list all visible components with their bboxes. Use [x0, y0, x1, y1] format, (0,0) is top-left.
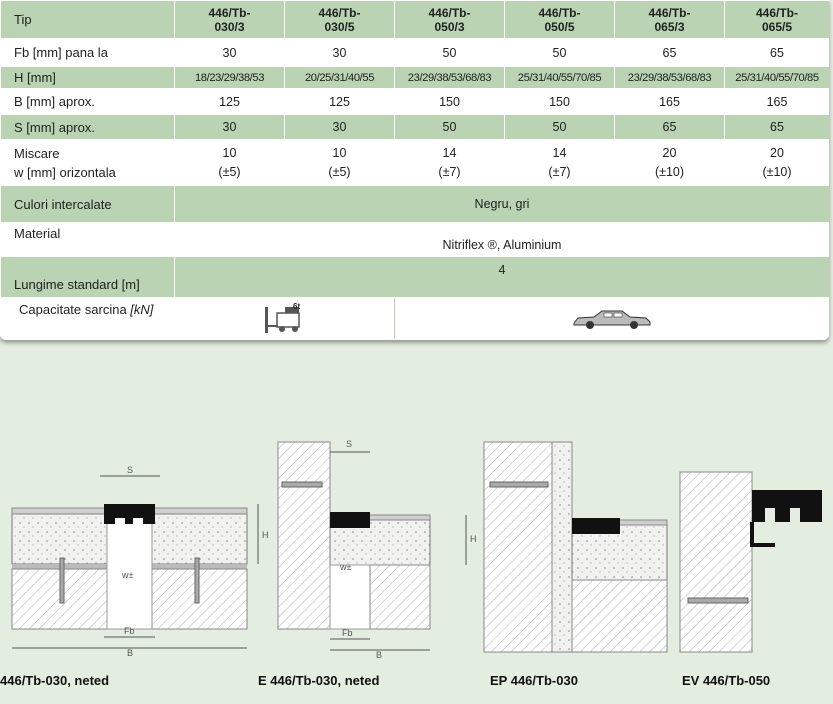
cell: 50 — [395, 115, 505, 140]
col-header-4: 446/Tb- 050/5 — [505, 1, 615, 39]
cell: 50 — [505, 39, 615, 67]
cell: 150 — [395, 89, 505, 115]
row-b — [1, 89, 830, 115]
row-label: Culori intercalate — [1, 186, 175, 223]
cell: 10 (±5) — [285, 140, 395, 186]
cell: 20 (±10) — [725, 140, 830, 186]
col-header-3: 446/Tb- 050/3 — [395, 1, 505, 39]
cell: 125 — [285, 89, 395, 115]
col-header-5: 446/Tb- 065/3 — [615, 1, 725, 39]
cell: Negru, gri — [175, 186, 830, 223]
row-label: Miscare w [mm] orizontala — [1, 140, 175, 186]
row-capacitate — [1, 298, 830, 340]
label-h: H — [262, 530, 269, 540]
col-header-2: 446/Tb- 030/5 — [285, 1, 395, 39]
cell: 165 — [725, 89, 830, 115]
cell: Nitriflex ®, Aluminium — [175, 223, 830, 257]
technical-drawings — [0, 430, 833, 680]
forklift-icon — [255, 299, 315, 339]
cell: 150 — [505, 89, 615, 115]
label-w-2: w± — [340, 562, 352, 572]
row-label: B [mm] aprox. — [1, 89, 175, 115]
spec-table-card — [0, 0, 829, 340]
row-miscare — [1, 140, 830, 186]
row-h — [1, 67, 830, 89]
cell: 20 (±10) — [615, 140, 725, 186]
label-h-2: H — [470, 534, 477, 544]
label-fb-2: Fb — [342, 628, 353, 638]
caption-4: EV 446/Tb-050 — [682, 673, 771, 688]
cell: 18/23/29/38/53 — [175, 67, 285, 89]
car-cell — [395, 298, 830, 340]
row-label: Fb [mm] pana la — [1, 39, 175, 67]
col-header-6: 446/Tb- 065/5 — [725, 1, 830, 39]
row-label: Capacitate sarcina [kN] — [1, 298, 175, 340]
drawing-446-tb-030 — [12, 465, 269, 658]
cell: 25/31/40/55/70/85 — [725, 67, 830, 89]
row-s — [1, 115, 830, 140]
row-label: H [mm] — [1, 67, 175, 89]
row-label: Lungime standard [m] — [1, 257, 175, 298]
row-label: S [mm] aprox. — [1, 115, 175, 140]
cell: 23/29/38/53/68/83 — [615, 67, 725, 89]
header-row — [1, 1, 830, 39]
cell: 50 — [395, 39, 505, 67]
label-s: S — [127, 465, 134, 475]
row-material — [1, 223, 830, 257]
caption-1: 446/Tb-030, neted — [0, 673, 110, 688]
label-b: B — [127, 648, 134, 658]
cell: 20/25/31/40/55 — [285, 67, 395, 89]
tip-label: Tip — [1, 1, 175, 39]
label-fb: Fb — [124, 626, 135, 636]
forklift-cell — [175, 298, 395, 340]
row-lungime — [1, 257, 830, 298]
label-b-2: B — [376, 650, 383, 660]
cell: 50 — [505, 115, 615, 140]
drawing-ev-446-tb-050 — [680, 472, 822, 652]
spec-table — [0, 0, 829, 340]
caption-3: EP 446/Tb-030 — [490, 673, 578, 688]
cell: 65 — [725, 115, 830, 140]
cell: 25/31/40/55/70/85 — [505, 67, 615, 89]
cell: 10 (±5) — [175, 140, 285, 186]
forklift-label: 6t — [292, 301, 300, 311]
row-fb — [1, 39, 830, 67]
caption-2: E 446/Tb-030, neted — [258, 673, 380, 688]
cell: 65 — [615, 115, 725, 140]
cell: 14 (±7) — [395, 140, 505, 186]
cell: 125 — [175, 89, 285, 115]
col-header-1: 446/Tb- 030/3 — [175, 1, 285, 39]
row-culori — [1, 186, 830, 223]
cell: 30 — [175, 39, 285, 67]
label-s-2: S — [346, 439, 353, 449]
cell: 165 — [615, 89, 725, 115]
cell: 14 (±7) — [505, 140, 615, 186]
cell: 23/29/38/53/68/83 — [395, 67, 505, 89]
row-label: Material — [1, 223, 175, 257]
cell: 65 — [725, 39, 830, 67]
drawing-e-446-tb-030 — [278, 439, 477, 660]
cell: 65 — [615, 39, 725, 67]
cell: 4 — [175, 257, 830, 298]
label-w: w± — [122, 570, 134, 580]
car-icon — [572, 307, 652, 331]
cell: 30 — [285, 39, 395, 67]
cell: 30 — [175, 115, 285, 140]
drawing-ep-446-tb-030 — [484, 442, 667, 652]
cell: 30 — [285, 115, 395, 140]
